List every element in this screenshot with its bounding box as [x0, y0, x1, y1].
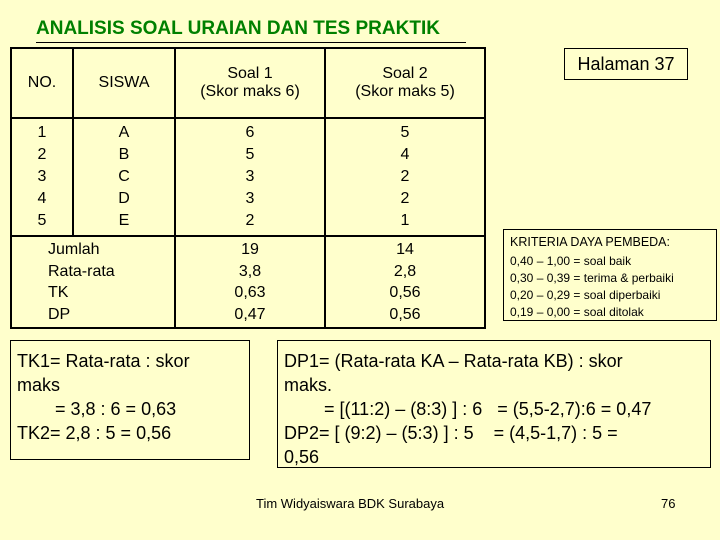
- analysis-table: [10, 47, 486, 329]
- kriteria-title: KRITERIA DAYA PEMBEDA:: [510, 235, 670, 249]
- header-siswa: SISWA: [73, 48, 175, 118]
- summary-soal2: 14 2,8 0,56 0,56: [325, 236, 485, 328]
- tk-line: maks: [17, 375, 61, 395]
- dp-line: 0,56: [284, 447, 320, 467]
- header-soal2: Soal 2 (Skor maks 5): [325, 48, 485, 118]
- tk-line: TK1= Rata-rata : skor: [17, 351, 190, 371]
- kriteria-item: 0,19 – 0,00 = soal ditolak: [510, 305, 644, 319]
- soal1-column: 6 5 3 3 2: [175, 118, 325, 236]
- kriteria-item: 0,20 – 0,29 = soal diperbaiki: [510, 288, 661, 302]
- header-soal1: Soal 1 (Skor maks 6): [175, 48, 325, 118]
- kriteria-item: 0,40 – 1,00 = soal baik: [510, 254, 632, 268]
- soal2-column: 5 4 2 2 1: [325, 118, 485, 236]
- page-label: Halaman 37: [564, 48, 688, 80]
- table-summary-row: [11, 236, 485, 328]
- header-no: NO.: [11, 48, 73, 118]
- kriteria-item: 0,30 – 0,39 = terima & perbaiki: [510, 271, 674, 285]
- table-header-row: [11, 48, 485, 118]
- summary-labels: Jumlah Rata-rata TK DP: [11, 236, 175, 328]
- summary-soal1: 19 3,8 0,63 0,47: [175, 236, 325, 328]
- table-row: [11, 118, 485, 236]
- dp-line: DP2= [ (9:2) – (5:3) ] : 5 = (4,5-1,7) : 5 =: [284, 423, 618, 443]
- no-column: 1 2 3 4 5: [11, 118, 73, 236]
- tk-box: [10, 340, 250, 460]
- page-number: 76: [661, 496, 676, 511]
- dp-line: maks.: [284, 375, 333, 395]
- dp-line: = [(11:2) – (8:3) ] : 6 = (5,5-2,7):6 = 0,47: [324, 399, 652, 419]
- tk-line: = 3,8 : 6 = 0,63: [55, 399, 177, 419]
- siswa-column: A B C D E: [73, 118, 175, 236]
- kriteria-box: [503, 229, 717, 321]
- dp-box: [277, 340, 711, 468]
- tk-line: TK2= 2,8 : 5 = 0,56: [17, 423, 172, 443]
- page-title: ANALISIS SOAL URAIAN DAN TES PRAKTIK: [36, 18, 466, 43]
- dp-line: DP1= (Rata-rata KA – Rata-rata KB) : skor: [284, 351, 623, 371]
- footer-text: Tim Widyaiswara BDK Surabaya: [256, 496, 445, 511]
